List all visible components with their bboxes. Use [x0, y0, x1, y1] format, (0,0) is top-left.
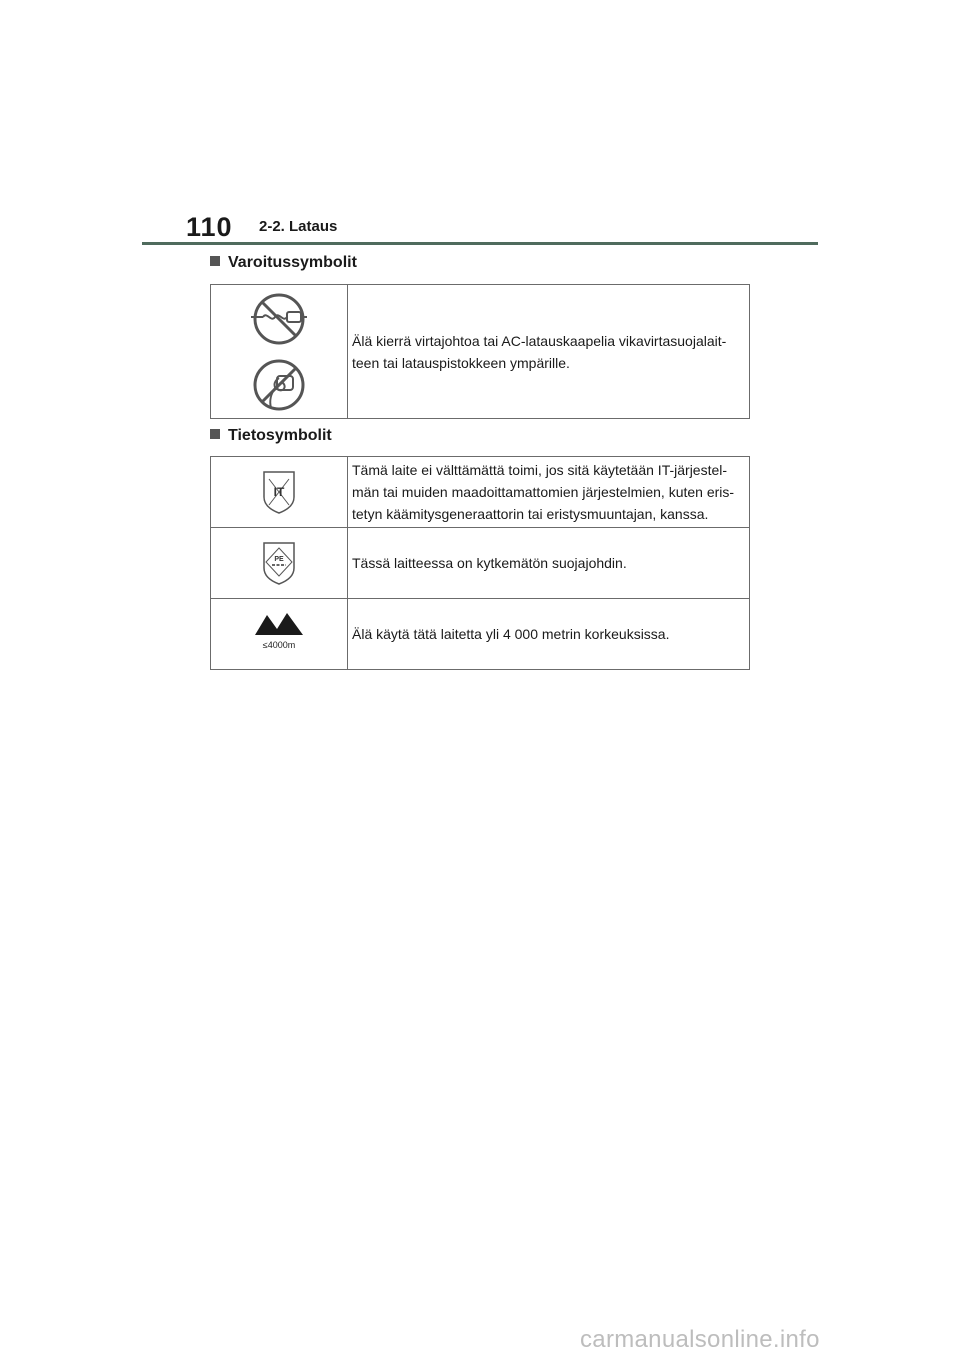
- icon-cell: [211, 285, 348, 419]
- it-label: IT: [273, 485, 285, 499]
- info-heading-text: Tietosymbolit: [228, 427, 332, 444]
- header-rule: [142, 242, 818, 245]
- info-symbols-table: [210, 456, 750, 670]
- warning-heading: [210, 254, 357, 272]
- pe-label: PE: [274, 556, 284, 563]
- no-wrap-plug-icon: [251, 358, 307, 412]
- description-cell: Tämä laite ei välttämättä toimi, jos sitä käytetään IT-järjestel- män tai muiden maadoittamattomien järjestelmien, kuten eris- tetyn käämitysgeneraattorin tai eristysmuuntajan, kanssa.: [348, 457, 750, 528]
- warning-heading-text: Varoitussymbolit: [228, 254, 357, 271]
- it-system-prohibited-icon: [261, 469, 297, 515]
- square-bullet-icon: [210, 429, 220, 439]
- description-cell: Tässä laitteessa on kytkemätön suojajohdin.: [348, 528, 750, 599]
- section-title: 2-2. Lataus: [259, 218, 338, 235]
- table-row: [211, 528, 750, 599]
- no-twist-cable-icon: [249, 292, 309, 346]
- description-cell: Älä käytä tätä laitetta yli 4 000 metrin korkeuksissa.: [348, 599, 750, 670]
- table-row: [211, 457, 750, 528]
- square-bullet-icon: [210, 256, 220, 266]
- description-cell: Älä kierrä virtajohtoa tai AC-latauskaapelia vikavirtasuojalait- teen tai latauspistokkeen ympärille.: [348, 285, 750, 419]
- info-heading: [210, 427, 332, 445]
- table-row: [211, 285, 750, 419]
- warning-symbols-table: [210, 284, 750, 419]
- altitude-label: ≤4000m: [262, 639, 296, 650]
- icon-cell: [211, 457, 348, 528]
- pe-conductor-icon: [261, 540, 297, 586]
- table-row: [211, 599, 750, 670]
- watermark: carmanualsonline.info: [580, 1326, 820, 1353]
- mountain-icon: [255, 613, 303, 635]
- page-number: 110: [186, 212, 233, 242]
- icon-cell: [211, 599, 348, 670]
- icon-cell: [211, 528, 348, 599]
